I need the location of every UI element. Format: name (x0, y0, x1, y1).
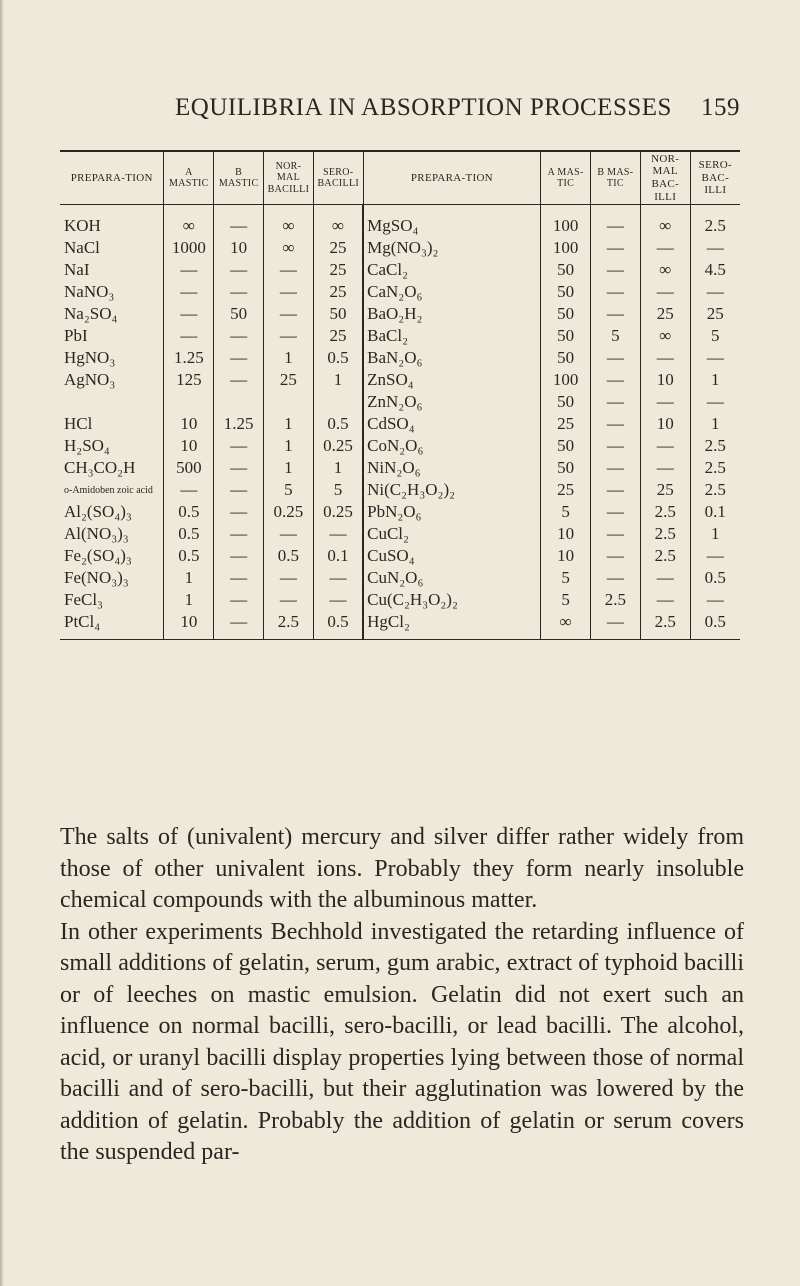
preparation-cell: MgSO₄ (363, 205, 541, 238)
value-cell: — (640, 457, 690, 479)
value-cell: — (164, 325, 214, 347)
value-cell: — (640, 589, 690, 611)
preparation-cell: CaN₂O₆ (363, 281, 541, 303)
value-cell: 25 (313, 259, 363, 281)
preparation-cell (60, 391, 164, 413)
value-cell: 2.5 (690, 435, 740, 457)
header-preparation-left: PREPARA-TION (60, 151, 164, 205)
preparation-cell: Na₂SO₄ (64, 304, 118, 323)
value-cell: — (313, 567, 363, 589)
preparation-cell: HgCl₂ (363, 611, 541, 640)
value-cell: 50 (541, 259, 591, 281)
value-cell (313, 391, 363, 413)
value-cell: 1.25 (164, 347, 214, 369)
value-cell: 100 (541, 237, 591, 259)
table-row (60, 205, 740, 238)
preparation-cell: Mg(NO₃)₂ (363, 237, 541, 259)
header-normal-bacilli-left: NOR-MAL BACILLI (264, 151, 314, 205)
value-cell: — (591, 545, 641, 567)
preparation-cell: CuSO₄ (363, 545, 541, 567)
value-cell: — (214, 369, 264, 391)
value-cell: 50 (541, 391, 591, 413)
value-cell: — (591, 435, 641, 457)
preparation-cell: NiN₂O₆ (363, 457, 541, 479)
table-body (60, 205, 740, 640)
value-cell: — (591, 567, 641, 589)
value-cell: 25 (541, 413, 591, 435)
value-cell: — (264, 567, 314, 589)
preparation-cell: CoN₂O₆ (363, 435, 541, 457)
value-cell: 5 (264, 479, 314, 501)
value-cell: — (591, 523, 641, 545)
value-cell: 2.5 (640, 523, 690, 545)
preparation-cell: NaNO₃ (64, 282, 115, 301)
value-cell: ∞ (313, 205, 363, 238)
value-cell: ∞ (264, 237, 314, 259)
value-cell: 2.5 (690, 457, 740, 479)
value-cell: 50 (214, 303, 264, 325)
table-row (60, 435, 740, 457)
preparation-cell: Al(NO₃)₃ (64, 524, 129, 543)
preparation-cell: NaI (64, 260, 90, 279)
value-cell: 5 (541, 501, 591, 523)
value-cell: 1 (690, 523, 740, 545)
value-cell: — (214, 259, 264, 281)
value-cell: 0.5 (690, 567, 740, 589)
value-cell: — (264, 281, 314, 303)
value-cell: 100 (541, 205, 591, 238)
table-row (60, 523, 740, 545)
value-cell: 1000 (164, 237, 214, 259)
table-row (60, 567, 740, 589)
value-cell: — (214, 205, 264, 238)
value-cell: — (591, 457, 641, 479)
value-cell: 125 (164, 369, 214, 391)
table-row (60, 325, 740, 347)
value-cell: 0.5 (313, 347, 363, 369)
preparation-cell: HCl (64, 414, 93, 433)
value-cell: 25 (264, 369, 314, 391)
value-cell: — (214, 545, 264, 567)
value-cell (264, 391, 314, 413)
value-cell: 0.25 (264, 501, 314, 523)
value-cell: — (214, 325, 264, 347)
running-header (60, 94, 740, 124)
preparation-cell: BaO₂H₂ (363, 303, 541, 325)
value-cell: — (264, 523, 314, 545)
value-cell: — (164, 303, 214, 325)
value-cell: 10 (214, 237, 264, 259)
value-cell: 0.5 (313, 611, 363, 640)
value-cell: — (591, 205, 641, 238)
value-cell: 25 (640, 479, 690, 501)
value-cell (164, 391, 214, 413)
preparation-cell: NaCl (64, 238, 100, 257)
table-row (60, 281, 740, 303)
preparation-cell: HgNO₃ (64, 348, 116, 367)
value-cell: — (214, 347, 264, 369)
table-row (60, 413, 740, 435)
value-cell: 4.5 (690, 259, 740, 281)
preparation-cell: PtCl₄ (60, 611, 164, 640)
value-cell: — (214, 281, 264, 303)
value-cell: ∞ (264, 205, 314, 238)
header-normal-bacilli-right: NOR-MAL BAC-ILLI (640, 151, 690, 205)
running-title: EQUILIBRIA IN ABSORPTION PROCESSES (175, 94, 672, 121)
page-edge (0, 0, 4, 1286)
preparation-cell: CaCl₂ (363, 259, 541, 281)
value-cell: 25 (640, 303, 690, 325)
value-cell: 50 (541, 435, 591, 457)
value-cell: 1 (264, 457, 314, 479)
preparation-cell: Ni(C₂H₃O₂)₂ (363, 479, 541, 501)
value-cell: 1 (264, 413, 314, 435)
table-header-row (60, 151, 740, 205)
value-cell: — (164, 479, 214, 501)
value-cell: 25 (313, 281, 363, 303)
value-cell: 25 (313, 237, 363, 259)
preparation-cell: CdSO₄ (363, 413, 541, 435)
header-alpha-mastic-right: Α MAS-TIC (541, 151, 591, 205)
value-cell: 0.5 (164, 501, 214, 523)
value-cell: 1 (164, 589, 214, 611)
value-cell: 50 (541, 303, 591, 325)
value-cell: 10 (541, 523, 591, 545)
preparation-cell: FeCl₃ (64, 590, 103, 609)
value-cell: — (640, 237, 690, 259)
preparation-cell: PbI (64, 326, 88, 345)
value-cell: — (591, 281, 641, 303)
value-cell: — (690, 347, 740, 369)
value-cell: — (214, 611, 264, 640)
value-cell: 1 (264, 347, 314, 369)
preparation-cell: Fe₂(SO₄)₃ (64, 546, 132, 565)
preparation-cell: BaCl₂ (363, 325, 541, 347)
value-cell: — (690, 391, 740, 413)
value-cell: 0.5 (690, 611, 740, 640)
value-cell: — (640, 435, 690, 457)
value-cell: — (591, 369, 641, 391)
value-cell: 0.5 (164, 545, 214, 567)
table-row (60, 457, 740, 479)
value-cell: 5 (313, 479, 363, 501)
header-preparation-right: PREPARA-TION (363, 151, 541, 205)
value-cell: — (591, 303, 641, 325)
value-cell: 2.5 (640, 611, 690, 640)
value-cell: — (214, 589, 264, 611)
value-cell: 1 (313, 457, 363, 479)
value-cell: 10 (164, 435, 214, 457)
value-cell: — (214, 457, 264, 479)
value-cell: 0.5 (164, 523, 214, 545)
value-cell: 1 (264, 435, 314, 457)
value-cell: — (640, 347, 690, 369)
value-cell: 50 (541, 281, 591, 303)
value-cell: — (640, 281, 690, 303)
value-cell: 1 (690, 369, 740, 391)
header-beta-mastic-right: Β MAS-TIC (591, 151, 641, 205)
value-cell: 5 (690, 325, 740, 347)
preparation-cell: CuN₂O₆ (363, 567, 541, 589)
value-cell: 1 (690, 413, 740, 435)
table-row (60, 391, 740, 413)
value-cell: 10 (640, 369, 690, 391)
value-cell: ∞ (640, 325, 690, 347)
value-cell: — (591, 611, 641, 640)
paragraph: In other experiments Bechhold investigated the retarding influence of small additions of gelatin, serum, gum arabic, extract of typhoid bacilli or of leeches on mastic emulsion. Gelatin did not exert such an influence on normal bacilli, sero-bacilli, or lead bacilli. The alcohol, acid, or uranyl bacilli display properties lying between those of normal bacilli and of sero-bacilli, but their agglutination was lowered by the addition of gelatin. Probably the addition of gelatin or serum covers the suspended par- (60, 918, 744, 1165)
value-cell: ∞ (640, 205, 690, 238)
value-cell: — (264, 303, 314, 325)
preparation-cell: Al₂(SO₄)₃ (64, 502, 132, 521)
value-cell: 1 (164, 567, 214, 589)
value-cell: — (313, 523, 363, 545)
value-cell: 50 (541, 325, 591, 347)
preparation-cell: Cu(C₂H₃O₂)₂ (363, 589, 541, 611)
value-cell: — (214, 501, 264, 523)
value-cell: — (591, 413, 641, 435)
table-row (60, 545, 740, 567)
value-cell: 2.5 (690, 479, 740, 501)
value-cell: 500 (164, 457, 214, 479)
table-row (60, 501, 740, 523)
header-sero-bacilli-right: SERO-BAC-ILLI (690, 151, 740, 205)
value-cell: 0.5 (264, 545, 314, 567)
table-row (60, 237, 740, 259)
value-cell: 1.25 (214, 413, 264, 435)
body-text (60, 822, 744, 1169)
value-cell: 5 (541, 567, 591, 589)
value-cell: — (264, 325, 314, 347)
value-cell: 50 (541, 457, 591, 479)
value-cell: — (591, 237, 641, 259)
table-row (60, 259, 740, 281)
value-cell: ∞ (541, 611, 591, 640)
value-cell: 25 (690, 303, 740, 325)
preparation-cell: ZnSO₄ (363, 369, 541, 391)
value-cell: — (690, 545, 740, 567)
value-cell: — (214, 479, 264, 501)
agglutination-table (60, 150, 740, 640)
header-sero-bacilli-left: SERO-BACILLI (313, 151, 363, 205)
value-cell: 0.1 (313, 545, 363, 567)
value-cell: 2.5 (264, 611, 314, 640)
value-cell: — (164, 281, 214, 303)
value-cell: — (264, 259, 314, 281)
value-cell: 2.5 (690, 205, 740, 238)
value-cell: 5 (541, 589, 591, 611)
header-beta-mastic-left: Β MASTIC (214, 151, 264, 205)
value-cell: 1 (313, 369, 363, 391)
value-cell: — (591, 479, 641, 501)
value-cell: — (591, 259, 641, 281)
value-cell: 10 (640, 413, 690, 435)
value-cell: 25 (313, 325, 363, 347)
value-cell: — (164, 259, 214, 281)
preparation-cell: BaN₂O₆ (363, 347, 541, 369)
value-cell: 2.5 (591, 589, 641, 611)
value-cell: — (690, 237, 740, 259)
value-cell: — (214, 523, 264, 545)
value-cell: 0.1 (690, 501, 740, 523)
value-cell: 50 (313, 303, 363, 325)
value-cell: ∞ (164, 205, 214, 238)
page-number: 159 (701, 94, 740, 121)
preparation-cell: CuCl₂ (363, 523, 541, 545)
table-row (60, 589, 740, 611)
value-cell: 5 (591, 325, 641, 347)
value-cell: 2.5 (640, 545, 690, 567)
preparation-cell: CH₃CO₂H (64, 458, 136, 477)
value-cell: 100 (541, 369, 591, 391)
preparation-cell: KOH (64, 216, 101, 235)
value-cell: — (591, 347, 641, 369)
value-cell: 50 (541, 347, 591, 369)
value-cell: 10 (541, 545, 591, 567)
value-cell: — (640, 391, 690, 413)
preparation-cell: ZnN₂O₆ (363, 391, 541, 413)
header-alpha-mastic-left: Α MASTIC (164, 151, 214, 205)
value-cell: — (214, 567, 264, 589)
value-cell: 2.5 (640, 501, 690, 523)
preparation-cell: Fe(NO₃)₃ (64, 568, 129, 587)
value-cell: 10 (164, 413, 214, 435)
value-cell: — (313, 589, 363, 611)
value-cell: — (591, 501, 641, 523)
table-row (60, 369, 740, 391)
value-cell: — (591, 391, 641, 413)
value-cell: — (214, 435, 264, 457)
value-cell: 25 (541, 479, 591, 501)
value-cell (214, 391, 264, 413)
value-cell: 10 (164, 611, 214, 640)
table-row (60, 479, 740, 501)
preparation-cell: H₂SO₄ (64, 436, 110, 455)
paragraph: The salts of (univalent) mercury and silver differ rather widely from those of other univalent ions. Probably they form nearly insoluble chemical compounds with the albuminous matter. (60, 824, 744, 913)
preparation-cell: AgNO₃ (64, 370, 116, 389)
value-cell: 0.25 (313, 501, 363, 523)
value-cell: 0.5 (313, 413, 363, 435)
value-cell: — (690, 589, 740, 611)
table-row (60, 347, 740, 369)
preparation-cell: PbN₂O₆ (363, 501, 541, 523)
table-row (60, 303, 740, 325)
table-row (60, 611, 740, 640)
value-cell: ∞ (640, 259, 690, 281)
value-cell: — (690, 281, 740, 303)
value-cell: 0.25 (313, 435, 363, 457)
value-cell: — (640, 567, 690, 589)
value-cell: — (264, 589, 314, 611)
preparation-cell: o-Amidoben zoic acid (64, 484, 153, 496)
